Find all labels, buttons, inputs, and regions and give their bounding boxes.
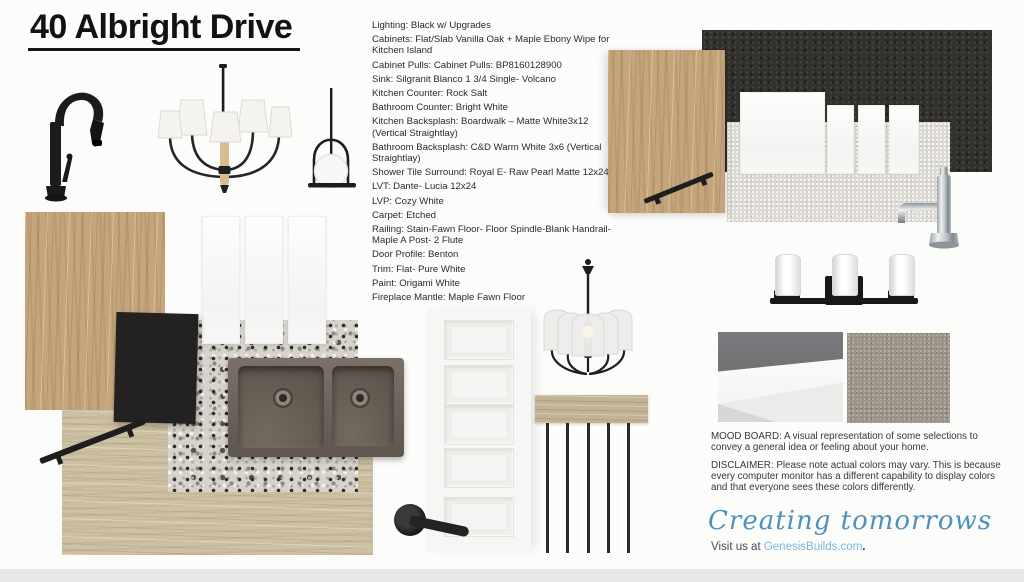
cabinet-door-pull <box>637 154 726 221</box>
selection-item: LVT: Dante- Lucia 12x24 <box>372 181 477 193</box>
railing-spindle <box>566 423 569 553</box>
shower-tile <box>827 105 854 174</box>
shower-tile <box>858 105 885 174</box>
selection-item: Cabinet Pulls: Cabinet Pulls: BP8160128900 <box>372 59 562 71</box>
selection-item: Kitchen Backsplash: Boardwalk – Matte White3x12 (Vertical Straightlay) <box>372 116 589 139</box>
visit-line <box>711 541 865 553</box>
disclaimer-text: DISCLAIMER: Please note actual colors may vary. This is because every computer monitor has a different capability to display colors and that everyone sees these colors differently. <box>711 460 1001 493</box>
warm-white-tile-sample <box>740 92 825 174</box>
railing-spindle <box>587 423 590 553</box>
vanity-shade <box>832 254 858 296</box>
black-kitchen-faucet-image <box>38 86 118 204</box>
selection-item: Trim: Flat- Pure White <box>372 263 466 275</box>
selection-item: Carpet: Etched <box>372 209 436 221</box>
selection-item: Paint: Origami White <box>372 277 460 289</box>
shower-tile <box>889 105 919 174</box>
railing-handrail-image <box>535 395 648 423</box>
selection-item: Bathroom Backsplash: C&D Warm White 3x6 (Vertical Straightlay) <box>372 141 602 165</box>
shaded-chandelier-image <box>155 60 295 200</box>
selection-item: Cabinets: Flat/Slab Vanilla Oak + Maple Ebony Wipe for Kitchen Island <box>372 34 610 57</box>
railing-spindle <box>546 423 549 553</box>
selection-item: LVP: Cozy White <box>372 195 444 207</box>
cabinet-door-sample <box>608 50 725 213</box>
selections-list <box>372 20 613 306</box>
backsplash-tile <box>202 216 240 344</box>
vanity-shade <box>889 254 915 296</box>
globe-pendant-image <box>298 84 360 202</box>
chrome-faucet-image <box>893 165 963 250</box>
visit-prefix: Visit us at <box>711 541 764 553</box>
door-lever-image <box>390 498 480 546</box>
selection-item: Sink: Silgranit Blanco 1 3/4 Single- Volcano <box>372 73 556 85</box>
railing-spindle <box>627 423 630 553</box>
kitchen-sink-image <box>228 358 404 457</box>
vanity-shade <box>775 254 801 296</box>
backsplash-tile <box>245 216 283 344</box>
cabinet-pull-image <box>34 412 152 474</box>
selection-item: Railing: Stain-Fawn Floor- Floor Spindle-Blank Handrail- Maple A Post- 2 Flute <box>372 224 611 247</box>
lever-handle <box>409 515 470 537</box>
website-link[interactable]: GenesisBuilds.com <box>763 541 863 553</box>
backsplash-tile <box>288 216 326 344</box>
selection-item: Shower Tile Surround: Royal E- Raw Pearl Matte 12x24 <box>372 167 609 179</box>
brand-tagline: Creating tomorrows <box>708 506 993 536</box>
selection-item: Fireplace Mantle: Maple Fawn Floor <box>372 292 526 304</box>
selection-item: Lighting: Black w/ Upgrades <box>372 20 491 31</box>
kitchen-backsplash-tile-sample <box>202 216 338 342</box>
bottom-strip <box>0 569 1024 582</box>
vanity-light-image <box>770 250 922 310</box>
period-text: . <box>862 541 866 553</box>
mood-board-description: MOOD BOARD: A visual representation of some selections to convey a general idea or feeling about your home. <box>711 431 978 453</box>
selection-item: Kitchen Counter: Rock Salt <box>372 88 488 100</box>
sink-drain <box>350 388 370 408</box>
selection-item: Door Profile: Benton <box>372 249 459 261</box>
sink-drain <box>273 388 293 408</box>
page-title: 40 Albright Drive <box>28 8 300 51</box>
baseboard-trim-image <box>718 332 843 422</box>
railing-spindle <box>607 423 610 553</box>
selection-item: Bathroom Counter: Bright White <box>372 102 508 114</box>
shower-tile-sample <box>827 105 919 172</box>
carpet-sample <box>847 333 950 423</box>
